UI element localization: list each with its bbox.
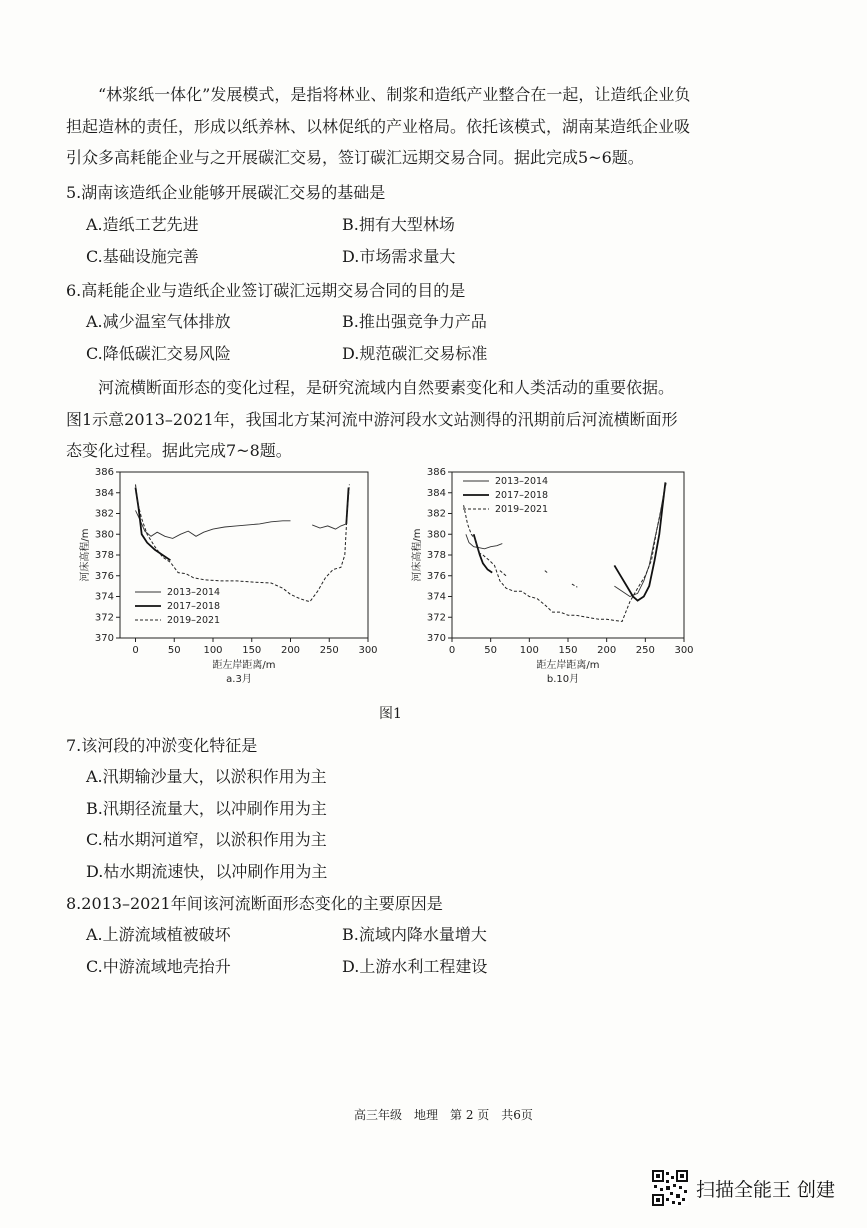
chart-b-ytick-label: 372 — [426, 612, 446, 624]
chart-a-ylabel: 河床高程/m — [80, 528, 91, 582]
chart-b-ytick-label: 378 — [426, 550, 446, 561]
chart-b-series-2-line — [474, 534, 493, 572]
chart-b-xtick-label: 150 — [558, 645, 578, 656]
chart-a-series-2-line — [136, 488, 171, 561]
chart-a-ytick-label: 370 — [94, 633, 114, 644]
chart-b-ytick-label: 380 — [426, 529, 446, 541]
question-7-option-d: D.枯水期流速快，以冲刷作用为主 — [86, 862, 328, 881]
chart-b-legend-label: 2013–2014 — [495, 476, 549, 487]
chart-b-series-2-line — [614, 482, 665, 600]
intro-line-3: 引众多高耗能企业与之开展碳汇交易，签订碳汇远期交易合同。据此完成5~6题。 — [66, 148, 644, 167]
question-5-stem: 5.湖南该造纸企业能够开展碳汇交易的基础是 — [66, 183, 386, 202]
chart-a-ytick-label: 380 — [94, 529, 114, 541]
question-6-option-a: A.减少温室气体排放 — [86, 312, 231, 331]
chart-b-xtick-label: 50 — [484, 645, 498, 656]
intro-line-2: 担起造林的责任，形成以纸养林、以林促纸的产业格局。依托该模式，湖南某造纸企业吸 — [66, 117, 691, 136]
chart-b-ytick-label: 376 — [426, 570, 446, 582]
chart-a-ytick-label: 374 — [94, 591, 114, 603]
chart-b-legend-label: 2019–2021 — [495, 504, 549, 515]
chart-b-series-3-line — [545, 571, 549, 574]
chart-b-series-3-line — [464, 482, 667, 621]
question-7-option-c: C.枯水期河道窄，以淤积作用为主 — [86, 830, 327, 849]
chart-b-ytick-label: 370 — [426, 633, 446, 644]
watermark-text: 扫描全能王 创建 — [696, 1178, 836, 1201]
question-8-option-b: B.流域内降水量增大 — [342, 925, 487, 944]
watermark — [652, 1170, 835, 1206]
chart-b-frame — [452, 472, 684, 638]
chart-b-series-1-line — [466, 534, 502, 549]
qr-code-icon — [652, 1170, 688, 1206]
question-7-option-b: B.汛期径流量大，以冲刷作用为主 — [86, 799, 327, 818]
intro-line-1: “林浆纸一体化”发展模式，是指将林业、制浆和造纸产业整合在一起，让造纸企业负 — [98, 85, 691, 104]
chart-b-svg — [408, 462, 698, 690]
question-8-option-a: A.上游流域植被破坏 — [86, 925, 231, 944]
chart-a-frame — [120, 472, 368, 638]
question-8-option-c: C.中游流域地壳抬升 — [86, 957, 231, 976]
intro2-line-1: 河流横断面形态的变化过程，是研究流域内自然要素变化和人类活动的重要依据。 — [98, 378, 675, 397]
chart-b-xtick-label: 0 — [448, 645, 456, 656]
chart-b-ytick-label: 386 — [426, 467, 446, 478]
chart-b-ylabel: 河床高程/m — [412, 528, 423, 582]
chart-a-xtick-label: 50 — [167, 645, 181, 656]
question-6-stem: 6.高耗能企业与造纸企业签订碳汇远期交易合同的目的是 — [66, 281, 466, 300]
question-8-stem: 8.2013–2021年间该河流断面形态变化的主要原因是 — [66, 894, 443, 913]
question-8-option-d: D.上游水利工程建设 — [342, 957, 488, 976]
question-6-option-c: C.降低碳汇交易风险 — [86, 344, 231, 363]
chart-a-svg — [78, 462, 378, 690]
chart-b-october — [408, 462, 698, 690]
chart-b-xlabel: 距左岸距离/m — [536, 660, 600, 671]
chart-a-ytick-label: 382 — [94, 508, 114, 520]
question-7-option-a: A.汛期输沙量大，以淤积作用为主 — [86, 767, 327, 786]
chart-a-xtick-label: 150 — [242, 645, 262, 656]
figure-caption: 图1 — [379, 706, 402, 722]
chart-a-xtick-label: 250 — [319, 645, 339, 656]
intro2-line-3: 态变化过程。据此完成7~8题。 — [66, 441, 292, 460]
chart-b-xtick-label: 100 — [519, 645, 539, 656]
chart-b-xtick-label: 200 — [597, 645, 617, 656]
chart-a-xlabel: 距左岸距离/m — [212, 660, 276, 671]
chart-a-caption: a.3月 — [226, 674, 252, 685]
chart-b-series-3-line — [572, 584, 577, 587]
chart-a-ytick-label: 386 — [94, 467, 114, 478]
question-7-stem: 7.该河段的冲淤变化特征是 — [66, 736, 258, 755]
chart-a-legend-label: 2017–2018 — [167, 601, 221, 612]
chart-a-xtick-label: 300 — [358, 645, 378, 656]
chart-a-xtick-label: 200 — [280, 645, 301, 656]
chart-a-xtick-label: 0 — [132, 645, 139, 656]
question-5-option-c: C.基础设施完善 — [86, 247, 199, 266]
chart-b-ytick-label: 374 — [426, 591, 446, 603]
chart-a-series-3-line — [136, 484, 350, 601]
chart-b-series-3-line — [500, 571, 506, 576]
question-6-option-b: B.推出强竞争力产品 — [342, 312, 487, 331]
question-6-option-d: D.规范碳汇交易标准 — [342, 344, 488, 363]
chart-a-march — [78, 462, 378, 690]
chart-a-legend-label: 2019–2021 — [167, 615, 221, 626]
chart-a-ytick-label: 376 — [94, 570, 114, 582]
question-5-option-d: D.市场需求量大 — [342, 247, 456, 266]
chart-a-ytick-label: 378 — [94, 550, 114, 561]
chart-a-series-1-line — [312, 524, 346, 529]
chart-b-xtick-label: 300 — [674, 645, 694, 656]
intro2-line-2: 图1示意2013–2021年，我国北方某河流中游河段水文站测得的汛期前后河流横断面形 — [66, 410, 678, 429]
chart-a-series-1-line — [136, 510, 291, 538]
chart-b-xtick-label: 250 — [635, 645, 655, 656]
chart-a-xtick-label: 100 — [203, 645, 223, 656]
chart-b-ytick-label: 382 — [426, 508, 446, 520]
chart-a-ytick-label: 372 — [94, 612, 114, 624]
chart-b-caption: b.10月 — [546, 674, 580, 685]
chart-a-ytick-label: 384 — [94, 487, 114, 499]
question-5-option-a: A.造纸工艺先进 — [86, 215, 199, 234]
question-5-option-b: B.拥有大型林场 — [342, 215, 455, 234]
chart-b-ytick-label: 384 — [426, 487, 446, 499]
page-footer: 高三年级 地理 第 2 页 共6页 — [354, 1108, 533, 1122]
chart-b-legend-label: 2017–2018 — [495, 490, 549, 501]
chart-a-legend-label: 2013–2014 — [167, 587, 221, 598]
